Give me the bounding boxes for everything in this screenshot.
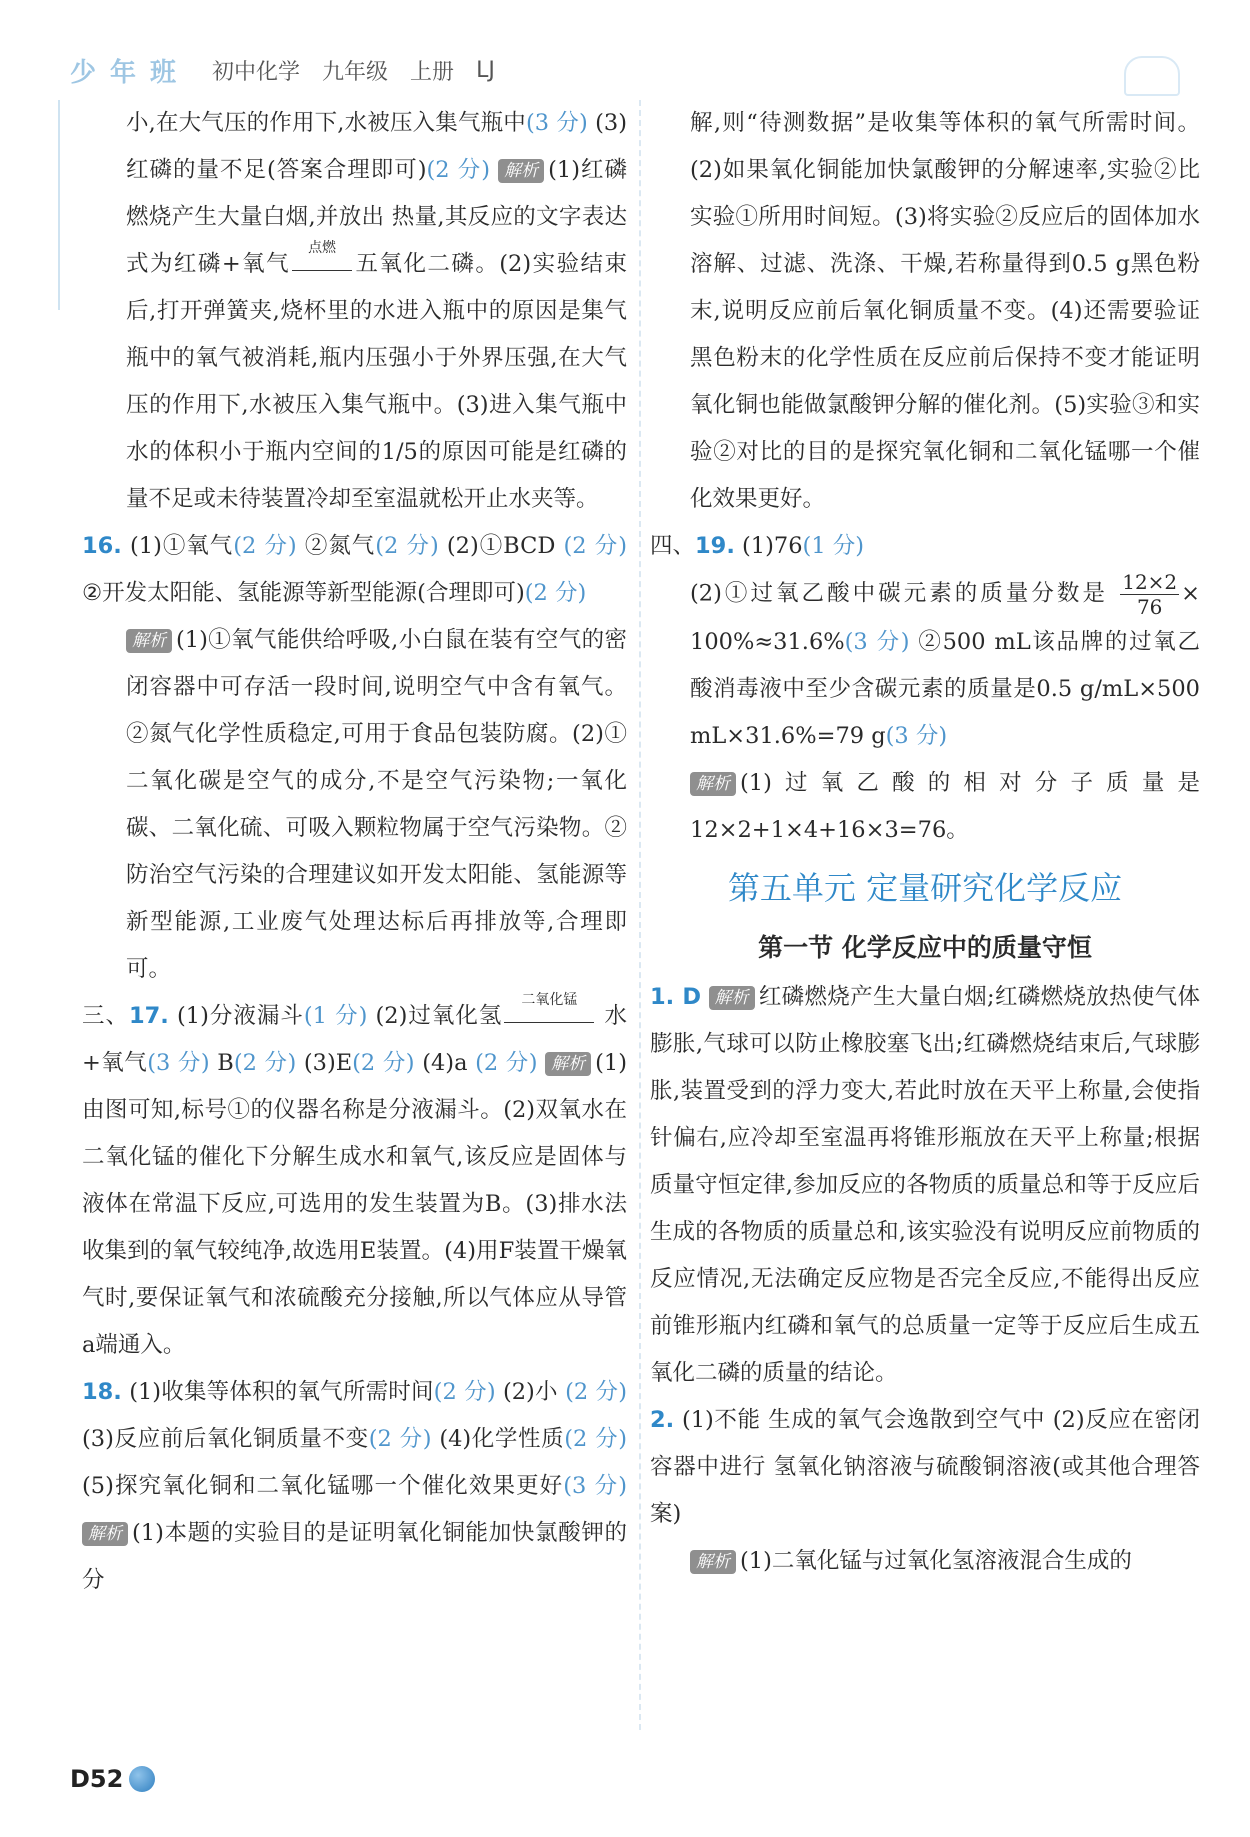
section-title: 第一节 化学反应中的质量守恒 — [758, 933, 1092, 962]
analysis-16: 解析 (1)①氧气能供给呼吸,小白鼠在装有空气的密闭容器中可存活一段时间,说明空气中含有氧气。②氮气化学性质稳定,可用于食品包装防腐。(2)①二氧化碳是空气的成分,不是空气污染物;一氧化碳、二氧化硫、可吸入颗粒物属于空气污染物。②防治空气污染的合理建议如开发太阳能、氢能源等新型能源,工业废气处理达标后再排放等,合理即可。 — [126, 627, 627, 982]
analysis-19: 解析 (1)过氧乙酸的相对分子质量是12×2+1×4+16×3=76。 — [690, 770, 1200, 843]
answer-19-2: (2)①过氧乙酸中碳元素的质量分数是 $\frac{12\times 2}{76}$ × 100%≈31.6%(3 分) ②500 mL该品牌的过氧乙酸消毒液中至少含碳元素的质量是0.5 g/mL×500 mL×31.6%=79 g(3 分) — [690, 570, 1201, 749]
cloud-icon — [1124, 56, 1180, 96]
subject: 初中化学 — [212, 59, 301, 85]
reaction-arrow: 点燃 — [292, 256, 352, 271]
analysis-18-cont: 解,则“待测数据”是收集等体积的氧气所需时间。(2)如果氧化铜能加快氯酸钾的分解速率,实验②比实验①所用时间短。(3)将实验②反应后的固体加水溶解、过滤、洗涤、干燥,若称量得到0.5 g黑色粉末,说明反应前后氧化铜质量不变。(4)还需要验证黑色粉末的化学性质在反应前后保持不变才能证明氧化铜也能做氯酸钾分解的催化剂。(5)实验③和实验②对比的目的是探究氧化铜和二氧化锰哪一个催化效果更好。 — [690, 110, 1200, 512]
page-footer — [70, 1765, 155, 1793]
answer-15-cont: 小,在大气压的作用下,水被压入集气瓶中(3 分) (3)红磷的量不足(答案合理即可)(2 分) 解析 (1)红磷燃烧产生大量白烟,并放出 热量,其反应的文字表达式为红磷+氧气 点燃 五氧化二磷。(2)实验结束后,打开弹簧夹,烧杯里的水进入瓶中的原因是集气瓶中的氧气被消耗,瓶内压强小于外界压强,在大气压的作用下,水被压入集气瓶中。(3)进入集气瓶中水的体积小于瓶内空间的1/5的原因可能是红磷的量不足或未待装置冷却至室温就松开止水夹等。 — [126, 110, 628, 512]
unit-title: 第五单元 定量研究化学反应 — [727, 869, 1123, 907]
answer-17: 三、17. (1)分液漏斗(1 分) (2)过氧化氢 二氧化锰 水+氧气(3 分) B(2 分) (3)E(2 分) (4)a (2 分) 解析 (1)由图可知,标号①的仪器名称是分液漏斗。(2)双氧水在二氧化锰的催化下分解生成水和氧气,该反应是固体与液体在常温下反应,可选用的发生装置为B。(3)排水法收集到的氧气较纯净,故选用E装置。(4)用F装置干燥氧气时,要保证氧气和浓硫酸充分接触,所以气体应从导管a端通入。 — [82, 992, 628, 1358]
left-column — [82, 100, 627, 1604]
fraction: $\frac{12\times 2}{76}$ — [1122, 570, 1178, 619]
decorative-line — [58, 100, 80, 310]
page-header — [70, 50, 495, 90]
column-divider — [639, 100, 641, 1730]
answer-16: 16. (1)①氧气(2 分) ②氮气(2 分) (2)①BCD (2 分) ②开发太阳能、氢能源等新型能源(合理即可)(2 分) — [82, 533, 627, 606]
grade: 九年级 — [322, 59, 389, 85]
volume: 上册 — [410, 59, 455, 85]
analysis-tag: 解析 — [498, 159, 544, 183]
answer-1: 1. D 解析 红磷燃烧产生大量白烟;红磷燃烧放热使气体膨胀,气球可以防止橡胶塞飞出;红磷燃烧结束后,气球膨胀,装置受到的浮力变大,若此时放在天平上称量,会使指针偏右,应冷却至室温再将锥形瓶放在天平上称量;根据质量守恒定律,参加反应的各物质的质量总和等于反应后生成的各物质的质量总和,该实验没有说明反应前物质的反应情况,无法确定反应物是否完全反应,不能得出反应前锥形瓶内红磷和氧气的总质量一定等于反应后生成五氧化二磷的质量的结论。 — [650, 984, 1201, 1386]
page-number: D52 — [70, 1765, 124, 1793]
answer-2: 2. (1)不能 生成的氧气会逸散到空气中 (2)反应在密闭容器中进行 氢氧化钠溶液与硫酸铜溶液(或其他合理答案) — [650, 1407, 1200, 1527]
brand-logo: 少年班 — [70, 57, 191, 88]
answer-18: 18. (1)收集等体积的氧气所需时间(2 分) (2)小 (2 分) (3)反应前后氧化铜质量不变(2 分) (4)化学性质(2 分) (5)探究氧化铜和二氧化锰哪一个催化效果更好(3 分) 解析 (1)本题的实验目的是证明氧化铜能加快氯酸钾的分 — [82, 1379, 628, 1593]
globe-icon — [129, 1766, 155, 1792]
answer-19: 四、19. (1)76(1 分) — [650, 533, 865, 559]
analysis-2: 解析 (1)二氧化锰与过氧化氢溶液混合生成的 — [650, 1538, 1200, 1585]
edition: LJ — [476, 57, 495, 83]
reaction-arrow: 二氧化锰 — [504, 1008, 594, 1023]
right-column — [650, 100, 1200, 1585]
